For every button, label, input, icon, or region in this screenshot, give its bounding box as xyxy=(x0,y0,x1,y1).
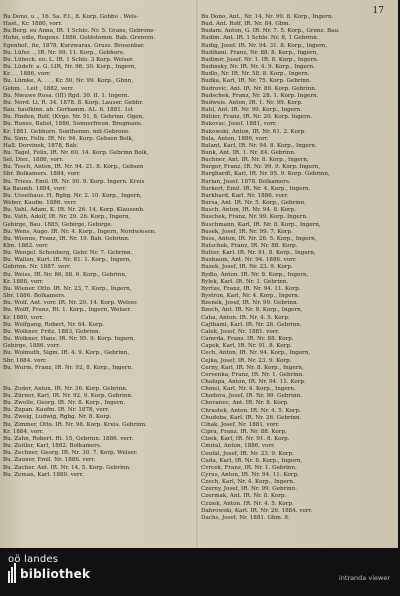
library-logo[interactable] xyxy=(8,552,98,590)
entry-line: Bu. Zürner, Karl, IR. Nr. 92. 9. Korp. Gebrinn. xyxy=(3,392,133,399)
entry-line: Hohn, edle, Regens. 1886. Goldstemm. Bab. Grenrzn. xyxy=(3,35,156,42)
entry-line: Bu. Lübeck. eu. L. IR. 1 Schlo. 3 Korp. Welser. xyxy=(3,56,134,63)
entry-line: Hast., Kr. 1880, vorr. xyxy=(3,21,63,28)
entry-line: Cvrcek, Franz, IR. Nr. 1. Gebrinn. xyxy=(201,464,297,471)
entry-line: Kr. 1884, vorr. xyxy=(3,428,44,435)
entry-line: Butter, Karl. IR. Nr. 91. 8. Korp., Ingern, xyxy=(201,250,316,257)
entry-line: Burkhard, Karl. Nr. 1886. vorr. xyxy=(201,192,289,199)
entry-line: Kbn. 1882. verr. xyxy=(3,243,49,249)
entry-line: Buschmann, Karl, IR. Nr. 8. Korp., Ingern, xyxy=(201,221,321,228)
entry-line: Bystron, Karl, Nr. 4. Korp., Ingern. xyxy=(201,293,300,300)
entry-line: Budimir, Josef. Nr. 1. IR. 8. Korp., Ingern. xyxy=(201,56,319,63)
entry-line: Bu. Zacher. Ant. IR. Nr. 14, 5. Korp. Gebrinn. xyxy=(3,464,131,471)
entry-line: Cajthaml, Karl. IR. Nr. 26. Gebrinn. xyxy=(201,321,302,328)
entry-line: Bühler, Franz, IR. Nr. 20. Korp. Ingern. xyxy=(201,114,313,121)
entry-line: Chrastek, Anton. IR. Nr. 4. 5. Korp. xyxy=(201,407,301,414)
entry-line: Bud. Ant. Rolf, IR. Nr. 84. Gbm. xyxy=(201,21,291,28)
entry-line: Sel. Dier., 1886, vorr. xyxy=(3,157,64,164)
entry-line: Bu. Zechner, Georg. IR. Nr. 30. 7. Korp. Welser. xyxy=(3,450,138,457)
entry-line: Cmiral, Anton, 1886, vorr. xyxy=(201,443,275,450)
entry-line: Gebirge, Bau. 1885, Gebirge, Gebirge. xyxy=(3,221,113,228)
entry-line: Bu. Wolf. Ant. vorr. IR. Nr. 20. 14. Korp. Welser. xyxy=(3,300,138,307)
entry-line: Bu.Berg. eu Anna, IR. 1 Schlo. Nr. 5. Grans, Gebrone- xyxy=(3,28,156,35)
entry-line: Bu. Zeman, Karl. 1880. verr. xyxy=(3,471,84,478)
entry-line: Bu. Wolff, Franz, Rt. 1. Korp., Ingern, Welser. xyxy=(3,307,132,314)
entry-line: Buhl, Ant. IR. Nr. 99. Korp., Ingern. xyxy=(201,107,303,114)
entry-line: Bu. Wolfgang, Robert, Nr. 64. Korp. xyxy=(3,321,105,328)
entry-line: Bunk, Ant. IR. 1. Nr. 84. Gebrinn. xyxy=(201,149,296,156)
entry-line: Cizek, Karl, IR. Nr. 91. 8. Korp. xyxy=(201,436,290,443)
entry-line: Bu. Wolmuth, Sigm. IR. 4. 9. Korp., Gebrinn, xyxy=(3,350,130,357)
entry-line: Budinsky, Nr. IR. Nr. 4. 9. Korp., Ingern. xyxy=(201,64,315,71)
entry-line: Bu. Wolkner, Hans, IR. Nr. 95. 9. Korp. Ingern, xyxy=(3,336,136,343)
entry-line: Bylek, Karl. IR. Nr. 1. Gebrinn. xyxy=(201,278,289,285)
entry-line: Budim. Ant. IR. 1 Schlo. Nr. 8, 1 Gebrinn. xyxy=(201,35,319,42)
entry-line: Dachs, Josef, Nr. 1881. Gbm. 8. xyxy=(201,514,290,521)
entry-line: Bu Dono, Ant., Nr. 14, Nr. 99. 8. Korp., Ingern. xyxy=(201,14,334,20)
entry-line: Capek, Karl, IR. Nr. 91. 8. Korp. xyxy=(201,343,292,350)
entry-line: Bzenek, Josef, IR. Nr. 99. Gebrinn. xyxy=(201,300,299,307)
entry-line: Chalupa, Anton, IR. Nr. 94. 11. Korp. xyxy=(201,378,306,385)
entry-line: Budka, Karl, IR. Nr. 75. Korp. Gebrinn. xyxy=(201,78,312,85)
entry-line: Bu Dono, u ., 16. Sa. F.I., 8. Korp. Gobbo . Wels- xyxy=(3,14,139,20)
entry-line: Cyrus, Anton, IR. Nr. 94. 11. Korp. xyxy=(201,472,299,478)
entry-line: Kr. 1888, vorr. xyxy=(3,278,44,285)
entry-line: Busch, Anton, IR. Nr. 94. 8. Korp. xyxy=(201,207,296,214)
entry-line: Bu. Tagel, Felix, IR. Nr. 60. 14. Korp. Gebrinn Bolk, xyxy=(3,149,149,156)
entry-line: Sbr. 1884. vorr. xyxy=(3,357,47,364)
entry-line: Budweis. Anton, IR. 1. Nr. 99. Korp. xyxy=(201,99,303,106)
entry-line: Czizek, Anton. IR. Nr. 4. 5. Korp. xyxy=(201,500,294,507)
entry-line: Bukowski, Anton, IR. Nr. 61. 2. Korp. xyxy=(201,128,306,135)
entry-line: Bu. Vath, Adolf, IR. Nr. 29. 26. Korp., Ingern, xyxy=(3,214,131,221)
entry-line: Caha, Anton. IR. Nr. 4. 5. Korp. xyxy=(201,314,290,321)
entry-line: Gebirge, 1886. vorr. xyxy=(3,343,61,350)
entry-line: Chudoba, Karl. IR. Nr. 26. Gebrinn. xyxy=(201,414,302,421)
entry-line: Budlo, Nr. IR. Nr. 58. 8. Korp., Ingern. xyxy=(201,71,310,78)
entry-line: Bu. Nieuwe Rosa. (III) Rgd. 30. II. 1. Ingern. xyxy=(3,92,130,99)
entry-line xyxy=(3,372,193,386)
entry-line: Bu. Zimmer, Otto. IR. Nr. 98. Korp. Kreis. Gebrinn. xyxy=(3,421,147,428)
entry-line: Chmel, Karl, Nr. 4. Korp., Ingern. xyxy=(201,386,296,393)
entry-line: Bu. Usselhaus. H. Rgbg. Nr. 2. 10. Korp., Ingern, xyxy=(3,192,142,199)
entry-line: Bu. Nord. Li. R. 34. 1878. 8. Korp. Lauser. Gebbr. xyxy=(3,99,144,106)
left-text-column xyxy=(3,14,193,479)
entry-line: Buss, Anton, IR. Nr. 26. 5. Korp., Ingern, xyxy=(201,235,317,242)
entry-line: Egenhof., fie, 1878, Kurzwaras. Gruss. Brosenbar. xyxy=(3,42,145,49)
entry-line: Cervenka, Franz, IR. Nr. 1. Gebrinn. xyxy=(201,371,305,378)
entry-line: Budig, Josef. IR. Nr. 94. 31. 8. Korp., Ingern, xyxy=(201,42,328,49)
entry-line: Czermak, Ant. IR. Nr. 8. Korp. xyxy=(201,493,287,500)
entry-line: Hall. Dorvinek, 1878, Bab. xyxy=(3,142,79,149)
entry-line: Budam. Anton, G. IR. Nr. 7. 5. Korp., Grenz. Bau. xyxy=(201,28,340,35)
viewer-brand-label[interactable]: intranda viewer xyxy=(338,574,390,582)
entry-line: Cihak, Josef, Nr. 1881. vorr. xyxy=(201,421,280,428)
entry-line: Cipra, Franz. IR. Nr. 88. Korp. xyxy=(201,429,287,436)
page-gutter xyxy=(196,0,199,548)
footer-bar xyxy=(0,548,400,596)
entry-line: Cejka, Josef, IR. Nr. 23. 9. Korp. xyxy=(201,357,292,364)
entry-line: Bulant, Karl, IR. Nr. 94. 8. Korp., Ingern. xyxy=(201,142,317,149)
entry-line: Bu. Wengel. Schonberg, Gebr. Nr. 7. Gebrinn. xyxy=(3,250,133,257)
entry-line: Byrtus, Franz, IR. Nr. 94. 11. Korp. xyxy=(201,285,301,292)
entry-line: Bu. Zupan. Kaufm. IR. Nr. 1878, verr. xyxy=(3,407,110,414)
entry-line: Sbr. Bolkamers. 1884, vorr. xyxy=(3,171,81,178)
entry-line: Cech, Anton, IR. Nr. 94. Korp., Ingern, xyxy=(201,350,311,357)
page-number: 17 xyxy=(372,6,384,16)
entry-line: Kr. 1881. Gebhorn. Sonthemm. mit-Gebrone. xyxy=(3,128,131,135)
entry-line: Buchner, Ant. IR. Nr. 8. Korp., Ingern, xyxy=(201,157,309,164)
entry-line: Bu. Zauner, Emil. Nr. 1886. verr. xyxy=(3,457,96,464)
entry-line: Bursa, Ant. IR. Nr. 5. Korp., Gebrinn. xyxy=(201,200,306,207)
entry-line: Bu. Triess. Emil. IR. Nr. 90. 9. Korp. Ingern. Kreis xyxy=(3,178,145,185)
entry-line: Butschek, Franz, IR. Nr. 88. Korp. xyxy=(201,243,298,249)
entry-line: Budschek, Franz, Nr. 28. 1. Korp. Ingern. xyxy=(201,92,319,99)
entry-line: Burian, Josef. 1878. Bolkamers. xyxy=(201,178,291,185)
entry-line: Cerny, Karl, IR. Nr. 8. Korp., Ingern, xyxy=(201,364,304,371)
entry-line: Bu. Pinden, Rolf, (Kvgo. Nr. 51, 8, Gebrinn. Ogen, xyxy=(3,114,144,121)
entry-line: Gebrinn. Nr. 1887. verr. xyxy=(3,264,71,271)
entry-line: Bu. Runes, Bahel, 1886, Sonnerfreun. Bregmans. xyxy=(3,121,143,128)
entry-line: Camrda, Franz. IR. Nr. 88. Korp. xyxy=(201,336,294,343)
entry-line: Bu. Zoder, Anton, IR. Nr. 36. Korp. Gebrinn. xyxy=(3,385,128,392)
entry-line: Bu. Sinn, Felix. IR. Nr. 94. Korp. Gebsen Bolk, xyxy=(3,135,134,142)
entry-line: Bu. Wurm, Franz, IR. Nr. 92, 8. Korp., Ingern. xyxy=(3,364,133,371)
entry-line: Bukovac, Josef, 1881, vorr. xyxy=(201,121,277,128)
entry-line: Czech, Karl, Nr. 4. Korp., Ingern. xyxy=(201,479,295,486)
right-text-column xyxy=(201,14,396,522)
entry-line: Sbr. 1886. Bolkamers. xyxy=(3,293,66,300)
entry-line: Buschek, Franz, Nr. 99. Korp. Ingern. xyxy=(201,214,308,221)
entry-line: Buzek, Josef, IR. Nr. 23. 9. Korp. xyxy=(201,264,293,271)
entry-line: Bau. haufkinn. ab. Gerbamm. AL. 6. 1881. 1st xyxy=(3,107,134,114)
entry-line: Kr. 1880, vorr. xyxy=(3,314,44,321)
entry-line: Bula, Anton, 1886, vorr. xyxy=(201,135,269,142)
entry-line: Bu. Vahl, Adam, K. IR. Nr. 26. 14. Korp. Klausenb. xyxy=(3,207,145,214)
entry-line: Coufal, Josef, IR. Nr. 23. 9. Korp. xyxy=(201,450,294,457)
logo-text-line2: bibliothek xyxy=(20,567,91,581)
entry-line: Dabrowski, Karl. IR. Nr. 26. 1884. vorr. xyxy=(201,507,313,514)
entry-line: Budihani. Franz, Nr. 88. 8. Korp., Ingern, xyxy=(201,49,319,56)
entry-line: Bu. Lüfer. ., IR. Nr. 99, 11. Korp., Gebhore. xyxy=(3,49,125,56)
entry-line: Bu. Lüdefr. a. G. LIR, Nr. 98, 30. Korp., Ingern, xyxy=(3,64,137,71)
entry-line: Bu. Wienne, Franz, IR. Nr. 19. Bab. Gebrinn. xyxy=(3,235,130,242)
logo-text-line1: oö landes xyxy=(8,554,59,565)
entry-line: Chovanec, Ant. IR. Nr. 8. Korp. xyxy=(201,400,289,407)
entry-line: Cuda, Karl, IR. Nr. 8. Korp., Ingern, xyxy=(201,457,303,464)
entry-line: Buxbaum, Ant. Nr. 94. 1886. vorr. xyxy=(201,257,297,264)
entry-line: Burkert, Emil. IR. Nr. 4. Korp., Ingern. xyxy=(201,185,311,192)
entry-line: Bu. Tesch, Anton, IR. Nr. 94. 21. 8. Korp., Gebsen xyxy=(3,164,144,171)
entry-line: Ka Baumb. 1884, vorr. xyxy=(3,185,67,192)
entry-line: Gehm. . Leit , 1882, verr. xyxy=(3,85,74,92)
entry-line: Busek, Josef, IR. Nr. 99. 7. Korp. xyxy=(201,228,293,235)
entry-line: Bu. Weiss, IR. Nr. 86, 88. 6. Korp., Gebrinn, xyxy=(3,271,127,278)
entry-line: Bu. Lümke, A. . . . Kr. 50, Nr. 99. Korp., Gbnn, xyxy=(3,78,134,85)
entry-line: Bu. Zeitler, Karl, 1882. Bolkamers. xyxy=(3,443,102,450)
entry-line: Bu. Wallen, Kurt. IR. Nr. 81. 1. Korp., Ingern, xyxy=(3,257,132,264)
entry-line: Bydlo, Anton. IR. Nr. 8. Korp., Ingern, xyxy=(201,271,309,278)
entry-line: Bu. Zwolle, Georg. IR. Nr. 8. Korp., Ingern. xyxy=(3,400,126,407)
entry-line: Bu. Wiener. Otto. IR. Nr. 23, 7. Korp., Ingern, xyxy=(3,285,132,292)
entry-line: Bzoch, Ant. IR. Nr. 8. Korp., Ingern, xyxy=(201,307,303,314)
entry-line: Burghardt, Karl, IR. Nr. 95. 9. Korp. Gebrinn, xyxy=(201,171,330,178)
entry-line: Weber, Kaufm. 1886. verr. xyxy=(3,200,77,207)
entry-line: Bu. Wolkner, Fritz, 1883, Gebrinn. xyxy=(3,328,101,335)
entry-line: Chodora, Josef, IR. Nr. 99. Gebrinn. xyxy=(201,393,302,400)
entry-line: Budrovic, Ant. IR. Nr. 80. Korp. Gebrinn. xyxy=(201,85,317,92)
entry-line: Czerny, Josef, IR. Nr. 99. Gebrinn. xyxy=(201,486,297,493)
entry-line: Bu. Wens, Augo. IR. Nr. 4. Korp., Ingern, Nordwiesen. xyxy=(3,228,157,235)
entry-line: Burger, Franz, IR. Nr. 99. 9. Korp. Ingern, xyxy=(201,164,321,171)
entry-line: Kr. . , 1886, vorr. xyxy=(3,71,51,78)
entry-line: Calek, Josef, Nr. 1881. vorr. xyxy=(201,328,280,335)
entry-line: Bu. Zweig, Ludwig, Rgbg. Nr. 8. Korp. xyxy=(3,414,112,421)
entry-line: Bu. Zahn, Robert. Rt. 15, Gebrinn. 1886. verr. xyxy=(3,435,134,442)
